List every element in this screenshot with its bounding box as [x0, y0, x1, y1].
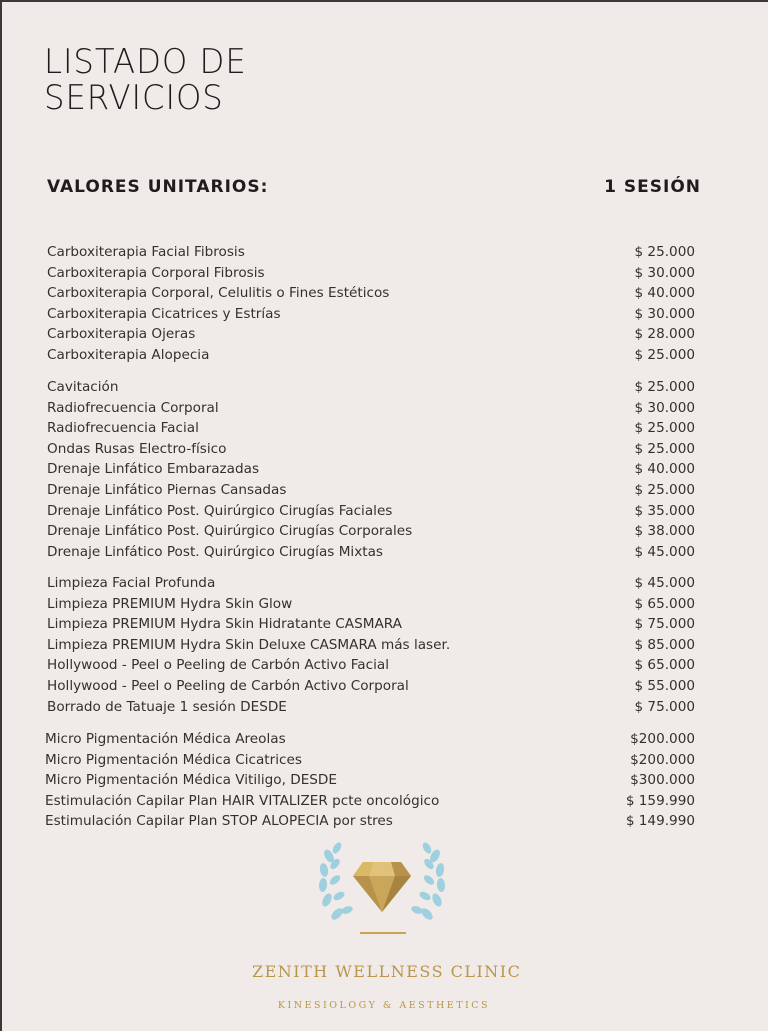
service-price: $ 65.000	[634, 657, 695, 674]
service-row	[45, 731, 695, 752]
unit-values-heading: VALORES UNITARIOS:	[47, 177, 269, 197]
service-row	[47, 637, 695, 658]
service-price: $ 159.990	[625, 792, 695, 809]
service-price: $ 75.000	[634, 698, 695, 715]
service-price: $ 75.000	[634, 616, 695, 633]
service-price: $ 25.000	[634, 481, 695, 498]
service-group-facial	[47, 575, 695, 719]
logo-divider	[360, 932, 406, 934]
service-name: Limpieza PREMIUM Hydra Skin Deluxe CASMARA más laser.	[47, 636, 451, 653]
service-row	[47, 347, 695, 368]
service-name: Limpieza PREMIUM Hydra Skin Hidratante CASMARA	[47, 616, 402, 633]
service-name: Hollywood - Peel o Peeling de Carbón Activo Corporal	[47, 677, 409, 694]
service-row	[47, 461, 695, 482]
clinic-name: ZENITH WELLNESS CLINIC	[252, 962, 522, 981]
service-name: Cavitación	[47, 379, 119, 395]
service-price: $ 85.000	[634, 636, 695, 653]
service-name: Drenaje Linfático Post. Quirúrgico Cirugías Corporales	[47, 523, 413, 540]
service-row	[47, 544, 695, 565]
service-row	[45, 752, 695, 773]
service-row	[45, 772, 695, 793]
service-name: Carboxiterapia Ojeras	[47, 326, 196, 343]
service-row	[47, 400, 695, 421]
service-group-corporal	[47, 379, 695, 564]
service-price: $ 38.000	[634, 523, 695, 540]
service-name: Drenaje Linfático Post. Quirúrgico Cirugías Faciales	[47, 502, 393, 519]
service-price: $ 30.000	[634, 264, 695, 281]
service-price: $ 40.000	[634, 285, 695, 302]
service-price: $ 45.000	[634, 543, 695, 560]
service-price: $ 65.000	[634, 595, 695, 612]
service-name: Estimulación Capilar Plan STOP ALOPECIA por stres	[45, 813, 393, 830]
service-name: Micro Pigmentación Médica Areolas	[45, 731, 286, 747]
service-row	[47, 678, 695, 699]
service-row	[47, 265, 695, 286]
service-price: $300.000	[630, 772, 695, 789]
service-row	[47, 503, 695, 524]
service-row	[47, 657, 695, 678]
service-row	[47, 379, 695, 400]
service-row	[47, 420, 695, 441]
service-name: Radiofrecuencia Corporal	[47, 399, 219, 416]
service-name: Carboxiterapia Corporal Fibrosis	[47, 264, 265, 281]
page-title	[44, 44, 247, 116]
service-price: $ 55.000	[634, 677, 695, 694]
service-price: $ 25.000	[634, 379, 695, 395]
service-row	[47, 306, 695, 327]
laurel-left-icon	[318, 841, 353, 922]
service-price: $ 25.000	[634, 244, 695, 260]
service-row	[47, 699, 695, 720]
service-name: Carboxiterapia Corporal, Celulitis o Fines Estéticos	[47, 285, 390, 302]
page-title-line-2: SERVICIOS	[44, 78, 224, 118]
service-price: $ 28.000	[634, 326, 695, 343]
service-price: $ 25.000	[634, 440, 695, 457]
service-name: Carboxiterapia Cicatrices y Estrías	[47, 305, 281, 322]
service-name: Limpieza PREMIUM Hydra Skin Glow	[47, 595, 293, 612]
service-row	[47, 482, 695, 503]
service-price: $ 35.000	[634, 502, 695, 519]
service-name: Limpieza Facial Profunda	[47, 575, 216, 591]
service-name: Micro Pigmentación Médica Cicatrices	[45, 751, 302, 768]
service-price: $ 149.990	[625, 813, 695, 830]
service-price: $ 40.000	[634, 461, 695, 478]
service-row	[45, 813, 695, 834]
session-column-heading: 1 SESIÓN	[604, 177, 701, 197]
service-row	[47, 575, 695, 596]
service-name: Ondas Rusas Electro-físico	[47, 440, 227, 457]
service-group-carboxiterapia	[47, 244, 695, 368]
service-group-pigmentacion	[45, 731, 695, 834]
service-price: $ 45.000	[634, 575, 695, 591]
service-price: $ 30.000	[634, 399, 695, 416]
service-price: $ 30.000	[634, 305, 695, 322]
service-row	[47, 285, 695, 306]
service-row	[47, 616, 695, 637]
service-row	[45, 793, 695, 814]
service-name: Carboxiterapia Facial Fibrosis	[47, 244, 245, 260]
service-price: $ 25.000	[634, 346, 695, 363]
service-price: $200.000	[630, 731, 695, 747]
page-title-line-1: LISTADO DE	[44, 42, 247, 82]
service-name: Hollywood - Peel o Peeling de Carbón Activo Facial	[47, 657, 389, 674]
service-row	[47, 523, 695, 544]
service-name: Borrado de Tatuaje 1 sesión DESDE	[47, 698, 287, 715]
service-price: $200.000	[630, 751, 695, 768]
service-row	[47, 326, 695, 347]
service-price: $ 25.000	[634, 420, 695, 437]
service-name: Radiofrecuencia Facial	[47, 420, 199, 437]
service-row	[47, 244, 695, 265]
service-name: Micro Pigmentación Médica Vitiligo, DESDE	[45, 772, 337, 789]
service-name: Carboxiterapia Alopecia	[47, 346, 210, 363]
service-row	[47, 441, 695, 462]
service-row	[47, 596, 695, 617]
service-name: Drenaje Linfático Post. Quirúrgico Cirugías Mixtas	[47, 543, 383, 560]
service-name: Drenaje Linfático Piernas Cansadas	[47, 481, 287, 498]
clinic-tagline: KINESIOLOGY & AESTHETICS	[277, 1000, 491, 1011]
service-name: Drenaje Linfático Embarazadas	[47, 461, 260, 478]
laurel-right-icon	[410, 841, 445, 922]
diamond-icon	[353, 862, 411, 912]
service-name: Estimulación Capilar Plan HAIR VITALIZER pcte oncológico	[45, 792, 440, 809]
diamond-laurel-icon	[315, 834, 449, 934]
